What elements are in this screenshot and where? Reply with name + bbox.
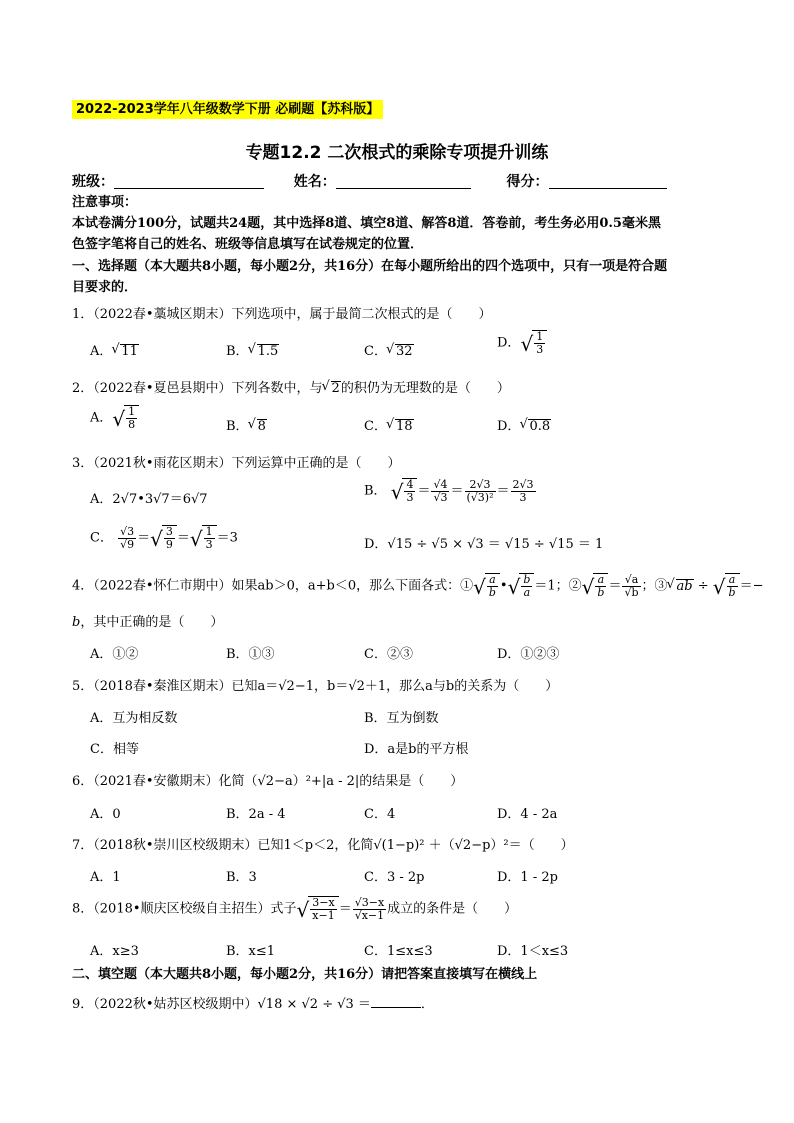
q9-answer-blank[interactable]: [371, 995, 421, 1008]
section1-line-1: 一、选择题（本大题共8小题，每小题2分，共16分）在每小题所给出的四个选项中，只有一项是符合题: [72, 259, 668, 274]
q5-option-a: A．互为相反数: [90, 711, 178, 726]
q8-option-b: B．x≤1: [226, 944, 276, 959]
question-8-stem: 8．（2018•顺庆区校级自主招生）式子 √ $\frac{3-x}{x-1}$ ＝ $\frac{√3-x}{√x-1}$ 成立的条件是（ ）: [72, 895, 518, 922]
student-info-row: [72, 171, 712, 191]
section1-line-2: 目要求的．: [72, 280, 138, 295]
q1-option-b: B．√ 1.5: [226, 340, 279, 359]
notes-heading: 注意事项：: [72, 195, 138, 210]
q8-option-a: A．x≥3: [90, 944, 139, 959]
section2-heading: 二、填空题（本大题共8小题，每小题2分，共16分）请把答案直接填写在横线上: [72, 967, 538, 982]
q1-option-d: D． √ $\frac{1}{3}$: [497, 330, 547, 356]
q2-option-a: A． √ $\frac{1}{8}$: [90, 405, 139, 431]
q6-option-a: A．0: [90, 807, 121, 822]
q2-option-c: C．√ 18: [364, 415, 414, 434]
page-title: 专题12.2 二次根式的乘除专项提升训练: [245, 143, 549, 163]
question-4-stem-cont: b，其中正确的是（ ）: [72, 615, 224, 630]
score-field[interactable]: [549, 174, 667, 189]
notes-line-2: 色签字笔将自己的姓名、班级等信息填写在试卷规定的位置．: [72, 237, 424, 252]
q8-option-d: D．1＜x≤3: [497, 944, 569, 959]
class-field[interactable]: [114, 174, 264, 189]
question-1-stem: 1．（2022春•藁城区期末）下列选项中，属于最简二次根式的是（ ）: [72, 307, 492, 322]
q6-option-c: C．4: [364, 807, 396, 822]
name-label: 姓名：: [293, 174, 336, 190]
name-field[interactable]: [336, 174, 471, 189]
question-5-stem: 5．（2018春•秦淮区期末）已知a＝√2−1，b＝√2＋1，那么a与b的关系为（ ）: [72, 679, 559, 694]
q3-option-d: D．√15 ÷ √5 × √3 ＝ √15 ÷ √15 ＝ 1: [364, 537, 604, 552]
question-9-stem: 9．（2022秋•姑苏区校级期中）√18 × √2 ÷ √3 ＝ ．: [72, 997, 434, 1012]
q5-option-b: B．互为倒数: [364, 711, 439, 726]
notes-line-1: 本试卷满分100分，试题共24题，其中选择8道、填空8道、解答8道．答卷前，考生务必用0.5毫米黑: [72, 216, 661, 231]
q6-option-b: B．2a - 4: [226, 807, 286, 822]
q4-option-d: D．①②③: [497, 647, 560, 662]
q5-option-d: D．a是b的平方根: [364, 742, 469, 757]
question-4-stem: 4．（2022春•怀仁市期中）如果ab＞0，a+b＜0，那么下面各式：① √ $\frac{a}{b}$ • √ $\frac{b}{a}$ ＝1；② √ $\frac{a}{b}$ ＝ $\frac{√a}{√b}$ ；③√ ab ÷ √ $\frac{a}{b}$ ＝−: [72, 573, 722, 599]
series-banner: 2022-2023学年八年级数学下册 必刷题【苏科版】: [72, 100, 383, 119]
q1-option-c: C．√ 32: [364, 340, 414, 359]
question-2-stem: 2．（2022春•夏邑县期中）下列各数中，与√ 2的积仍为无理数的是（ ）: [72, 377, 722, 396]
question-3-stem: 3．（2021秋•雨花区期末）下列运算中正确的是（ ）: [72, 456, 401, 471]
question-7-stem: 7．（2018秋•崇川区校级期末）已知1＜p＜2，化简√(1−p)² ＋（√2−p）²＝（ ）: [72, 838, 574, 853]
q1-option-a: A．√ 11: [90, 340, 139, 359]
question-6-stem: 6．（2021春•安徽期末）化简（√2−a）²+|a - 2|的结果是（ ）: [72, 774, 464, 789]
q2-option-d: D．√ 0.8: [497, 415, 551, 434]
q7-option-b: B．3: [226, 870, 257, 885]
q3-option-b: B． √ $\frac{4}{3}$ ＝ $\frac{√4}{√3}$ ＝ $\frac{2√3}{\text{(√3)²}}$ ＝ $\frac{2√3}{3}$: [364, 477, 534, 504]
q6-option-d: D．4 - 2a: [497, 807, 558, 822]
q8-option-c: C．1≤x≤3: [364, 944, 433, 959]
score-label: 得分：: [506, 174, 549, 190]
q7-option-c: C．3 - 2p: [364, 870, 425, 885]
q4-option-a: A．①②: [90, 647, 139, 662]
q3-option-c: C． $\frac{√3}{√9}$ ＝ √ $\frac{3}{9}$ ＝ √ $\frac{1}{3}$ ＝3: [90, 524, 238, 551]
q7-option-a: A．1: [90, 870, 121, 885]
q4-option-b: B．①③: [226, 647, 275, 662]
q3-option-a: A．2√7•3√7＝6√7: [90, 492, 208, 507]
q4-option-c: C．②③: [364, 647, 413, 662]
q5-option-c: C．相等: [90, 742, 139, 757]
q7-option-d: D．1 - 2p: [497, 870, 558, 885]
q2-option-b: B．√ 8: [226, 415, 267, 434]
class-label: 班级：: [72, 174, 114, 190]
